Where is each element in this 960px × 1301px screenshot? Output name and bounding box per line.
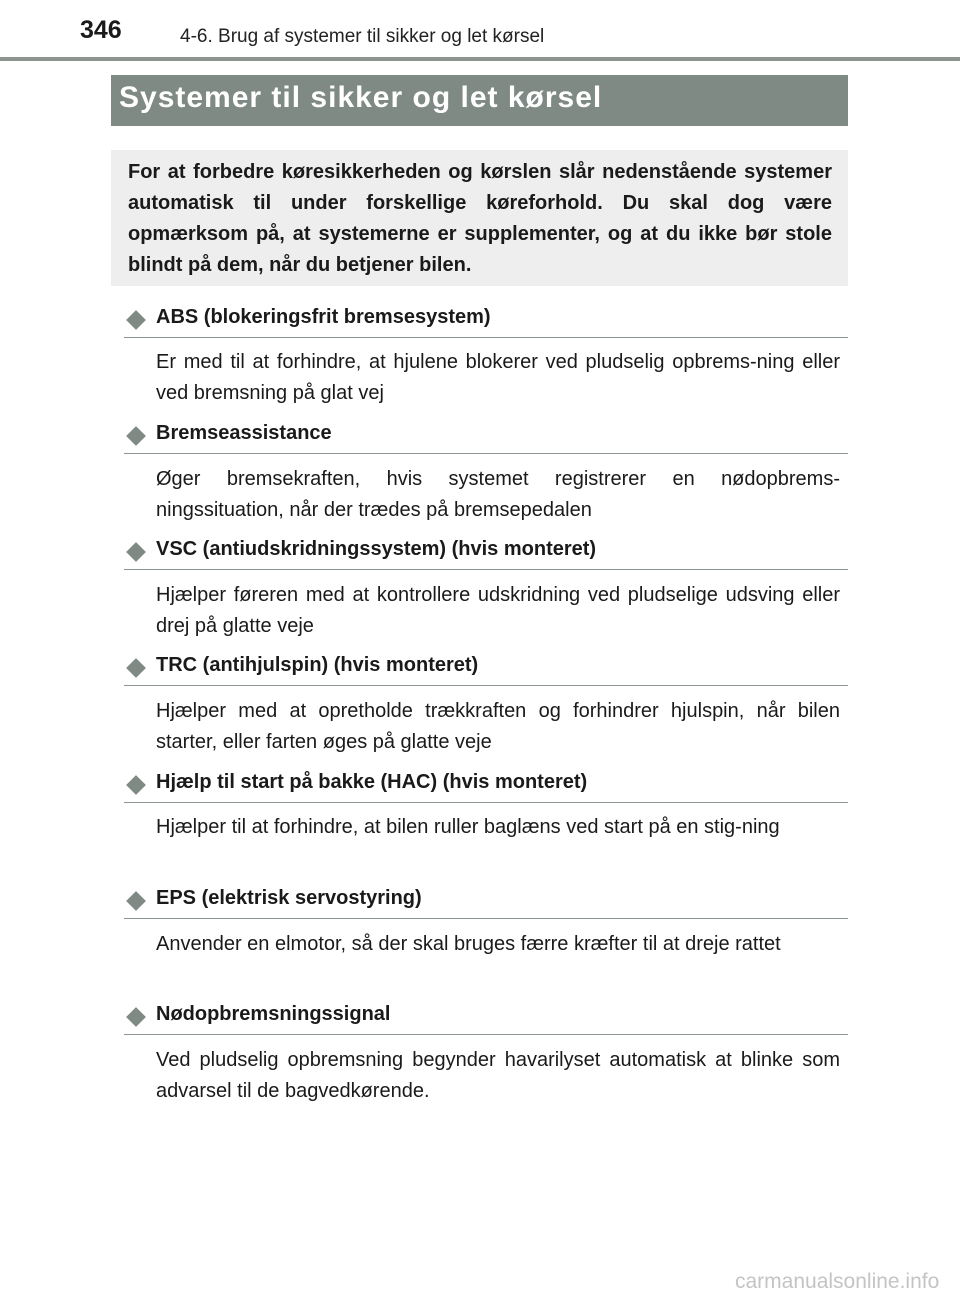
diamond-bullet-icon [126, 891, 146, 911]
item-description: Ved pludselig opbremsning begynder havarilyset automatisk at blinke som advarsel til de bagvedkørende. [156, 1049, 840, 1102]
item-description: Øger bremsekraften, hvis systemet registrerer en nødopbrems-ningssituation, når der trædes på bremsepedalen [156, 468, 840, 521]
diamond-bullet-icon [126, 542, 146, 562]
diamond-bullet-icon [126, 1007, 146, 1027]
item-title: Nødopbremsningssignal [156, 1003, 391, 1025]
list-item-heading [124, 770, 848, 803]
item-title: Bremseassistance [156, 422, 332, 444]
watermark: carmanualsonline.info [735, 1270, 940, 1293]
item-description: Hjælper føreren med at kontrollere udskridning ved pludselige udsving eller drej på glatte veje [156, 584, 840, 637]
item-title: EPS (elektrisk servostyring) [156, 887, 422, 909]
diamond-bullet-icon [126, 775, 146, 795]
page-number: 346 [80, 16, 122, 44]
intro-text: For at forbedre køresikkerheden og kørslen slår nedenstående systemer automatisk til under forskellige køreforhold. Du skal dog være opmærksom på, at systemerne er supplementer, og at du ikke bør stole blindt på dem, når du betjener bilen. [128, 161, 832, 276]
item-description: Hjælper til at forhindre, at bilen ruller baglæns ved start på en stig-ning [156, 816, 780, 838]
section-title: Systemer til sikker og let kørsel [119, 81, 603, 114]
chapter-title: 4-6. Brug af systemer til sikker og let kørsel [180, 26, 545, 47]
diamond-bullet-icon [126, 426, 146, 446]
item-title: TRC (antihjulspin) (hvis monteret) [156, 654, 479, 676]
section-title-bar [111, 75, 848, 126]
list-item-heading [124, 653, 848, 686]
diamond-bullet-icon [126, 310, 146, 330]
item-title: ABS (blokeringsfrit bremsesystem) [156, 306, 491, 328]
page-header [0, 0, 960, 62]
list-item-heading [124, 421, 848, 454]
diamond-bullet-icon [126, 658, 146, 678]
list-item-heading [124, 1002, 848, 1035]
intro-box [111, 150, 848, 286]
header-divider [0, 57, 960, 61]
list-item-heading [124, 305, 848, 338]
item-description: Er med til at forhindre, at hjulene blokerer ved pludselig opbrems-ning eller ved bremsning på glat vej [156, 351, 840, 404]
item-description: Anvender en elmotor, så der skal bruges færre kræfter til at dreje rattet [156, 933, 781, 955]
list-item-heading [124, 537, 848, 570]
item-title: Hjælp til start på bakke (HAC) (hvis monteret) [156, 771, 588, 793]
list-item-heading [124, 886, 848, 919]
item-title: VSC (antiudskridningssystem) (hvis monteret) [156, 538, 597, 560]
item-description: Hjælper med at opretholde trækkraften og forhindrer hjulspin, når bilen starter, eller farten øges på glatte veje [156, 700, 840, 753]
